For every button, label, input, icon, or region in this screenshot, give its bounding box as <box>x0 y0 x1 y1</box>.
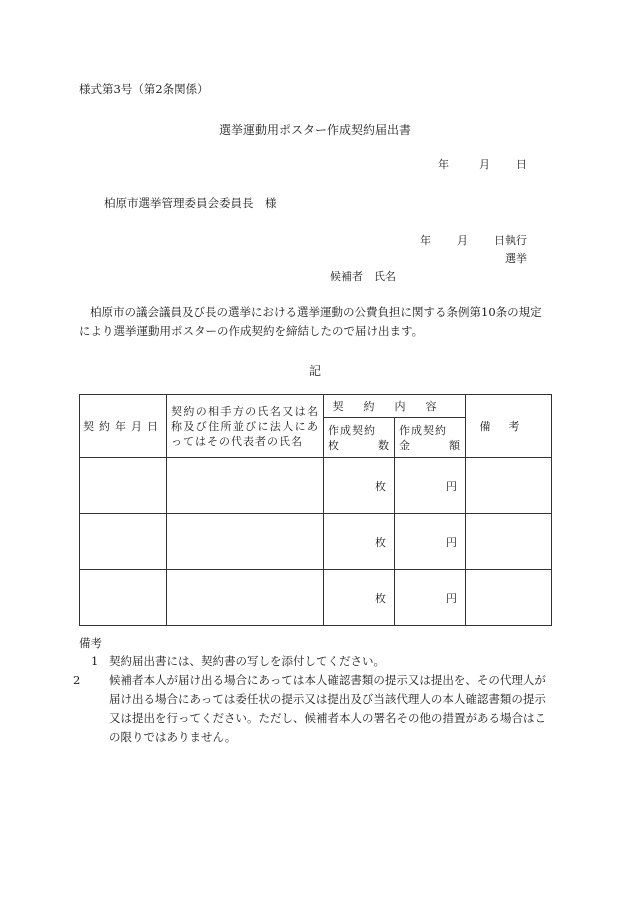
cell-party[interactable] <box>167 514 324 570</box>
table-row <box>80 458 552 514</box>
cell-amount[interactable]: 円 <box>395 458 466 514</box>
notes-heading: 備考 <box>79 636 102 650</box>
cell-party[interactable] <box>167 458 324 514</box>
election-year: 年 <box>420 234 431 247</box>
header-contract-content: 契約内容 <box>324 395 466 418</box>
header-contract-date: 契約年月日 <box>80 395 167 458</box>
candidate-name-label: 候補者 氏名 <box>330 270 396 283</box>
table-row <box>80 514 552 570</box>
date-month: 月 <box>479 158 490 171</box>
cell-remarks[interactable] <box>466 570 552 626</box>
cell-date[interactable] <box>80 570 167 626</box>
cell-remarks[interactable] <box>466 458 552 514</box>
cell-count[interactable]: 枚 <box>324 458 395 514</box>
election-day-exec: 日執行 <box>494 234 527 247</box>
header-count: 作成契約 枚 数 <box>324 418 395 458</box>
date-day: 日 <box>516 158 527 171</box>
note-item-2: 2 候補者本人が届け出る場合にあっては本人確認書類の提示又は提出を、その代理人が届け出る場合にあっては委任状の提示又は提出及び当該代理人の本人確認書類の提示又は提出を行ってください。ただし、候補者本人の署名その他の措置がある場合はこの限りではありません。 <box>73 673 546 744</box>
date-year: 年 <box>438 158 449 171</box>
election-month: 月 <box>457 234 468 247</box>
ki-heading: 記 <box>308 364 321 378</box>
cell-count[interactable]: 枚 <box>324 570 395 626</box>
body-paragraph: 柏原市の議会議員及び長の選挙における選挙運動の公費負担に関する条例第10条の規定により選挙運動用ポスターの作成契約を締結したので届け出ます。 <box>79 305 542 338</box>
contract-table <box>79 394 552 626</box>
table-row <box>80 570 552 626</box>
note-item-1: 1 契約届出書には、契約書の写しを添付してください。 <box>91 654 385 668</box>
election-label: 選挙 <box>505 252 527 265</box>
cell-remarks[interactable] <box>466 514 552 570</box>
form-number: 様式第3号（第2条関係） <box>79 82 209 96</box>
cell-date[interactable] <box>80 514 167 570</box>
addressee: 柏原市選挙管理委員会委員長 様 <box>104 196 277 210</box>
cell-count[interactable]: 枚 <box>324 514 395 570</box>
header-amount: 作成契約 金 額 <box>395 418 466 458</box>
header-remarks: 備考 <box>466 395 552 458</box>
document-title: 選挙運動用ポスター作成契約届出書 <box>218 123 411 137</box>
cell-amount[interactable]: 円 <box>395 570 466 626</box>
cell-date[interactable] <box>80 458 167 514</box>
cell-amount[interactable]: 円 <box>395 514 466 570</box>
cell-party[interactable] <box>167 570 324 626</box>
header-contract-party: 契約の相手方の氏名又は名称及び住所並びに法人にあってはその代表者の氏名 <box>167 395 324 458</box>
election-date <box>420 232 527 248</box>
submission-date <box>438 156 527 172</box>
